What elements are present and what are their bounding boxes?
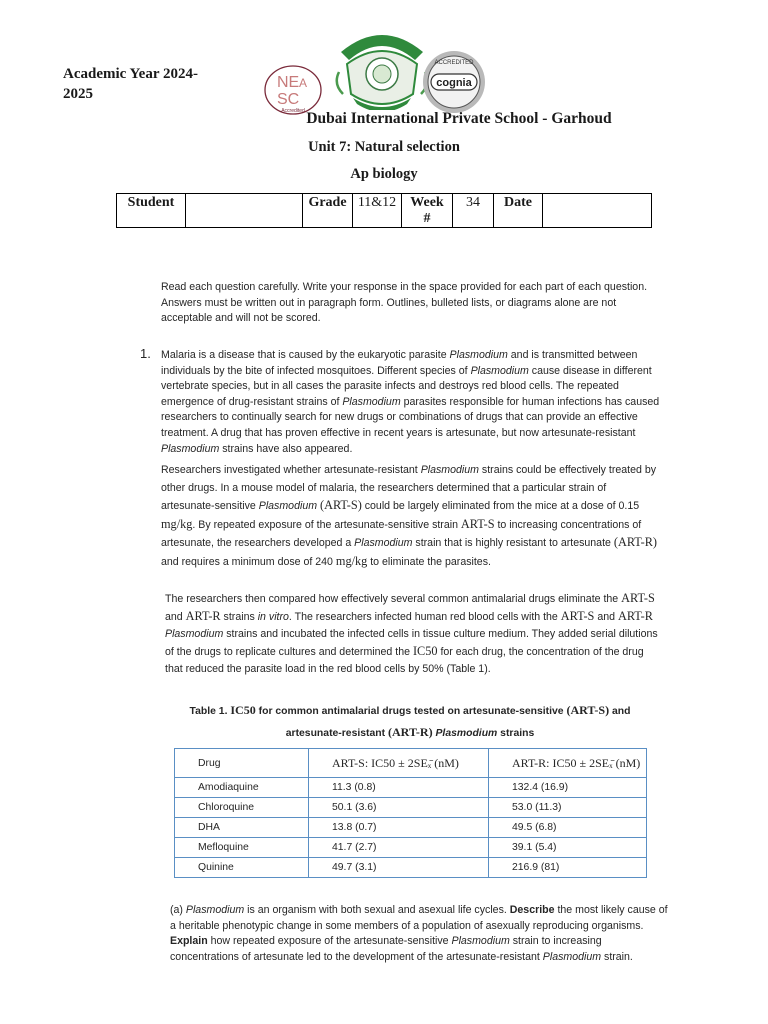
art-s-cell: 41.7 (2.7)	[309, 838, 489, 858]
svg-text:Accredited: Accredited	[281, 108, 305, 114]
instructions: Read each question carefully. Write your response in the space provided for each part of each question. Answers must be written out in paragraph form. Outlines, bulleted lists, or diagrams alone are not acceptable and will not be scored.	[161, 281, 648, 325]
text-run: (ART-S)	[320, 498, 362, 513]
text-run: . By repeated exposure of the artesunate-sensitive strain	[192, 518, 461, 531]
text-run: Plasmodium	[542, 950, 602, 963]
art-r-cell: 39.1 (5.4)	[489, 838, 647, 858]
drug-cell: DHA	[175, 818, 309, 838]
question-paragraph-3	[165, 590, 659, 678]
text-run: Researchers investigated whether artesunate-resistant	[161, 464, 421, 476]
school-name: Dubai International Private School - Garhoud	[306, 110, 612, 127]
text-run: ART-S	[460, 516, 495, 531]
text-run: ART-R	[617, 609, 653, 623]
text-run: mg/kg	[335, 553, 368, 568]
table-row	[175, 818, 647, 838]
text-run: Plasmodium	[258, 500, 318, 513]
text-run: Plasmodium	[470, 364, 529, 377]
text-run: cause disease in different vertebrate species, but in all cases the parasite infects and destroys red blood cells. The repeated emergence of drug-resistant strains of	[161, 364, 652, 408]
question-number: 1.	[140, 346, 151, 361]
text-run: strains	[497, 728, 535, 739]
text-run: strain to increasing concentrations of artesunate led to the development of the artesunate-resistant	[170, 935, 602, 963]
text-run: to eliminate the parasites.	[367, 555, 491, 568]
text-run: for each drug, the concentration of the drug that reduced the parasite load in the red blood cells by 50% (Table 1).	[165, 646, 644, 675]
text-run: and requires a minimum dose of 240	[161, 555, 336, 568]
text-run: is an organism with both sexual and asexual life cycles.	[244, 904, 510, 916]
academic-year: Academic Year 2024-2025	[63, 66, 198, 102]
text-run: and is transmitted between individuals by the bite of infected mosquitoes. Different species of	[161, 349, 638, 377]
text-run: Describe	[509, 904, 555, 916]
text-run: Plasmodium	[449, 349, 508, 361]
date-label: Date	[494, 194, 543, 228]
text-run: and	[594, 611, 618, 623]
text-run: strains	[220, 611, 258, 623]
text-run: IC50	[412, 644, 438, 658]
column-header-art-s: ART-S: IC50 ± 2SEₓ̄ (nM)	[309, 749, 489, 778]
student-info-table	[116, 193, 652, 228]
grade-label: Grade	[303, 194, 353, 228]
text-run: mg/kg	[161, 516, 193, 531]
text-run: could be largely eliminated from the mice at a dose of 0.15	[361, 500, 640, 513]
table-row	[175, 838, 647, 858]
column-header-art-r: ART-R: IC50 ± 2SEₓ̄ (nM)	[489, 749, 647, 778]
text-run: Plasmodium	[342, 395, 401, 408]
text-run: Plasmodium	[354, 537, 413, 550]
drug-cell: Chloroquine	[175, 798, 309, 818]
question-paragraph-2	[161, 462, 661, 572]
text-run: Explain	[170, 935, 208, 947]
art-s-cell: 49.7 (3.1)	[309, 858, 489, 878]
text-run: Plasmodium	[161, 442, 220, 455]
art-s-cell: 13.8 (0.7)	[309, 818, 489, 838]
art-r-cell: 216.9 (81)	[489, 858, 647, 878]
student-label: Student	[117, 194, 186, 228]
svg-text:SC: SC	[277, 91, 300, 108]
text-run: strains have also appeared.	[219, 442, 353, 455]
text-run: strains could be effectively treated by other drugs. In a mouse model of malaria, the researchers determined that a particular strain of artesunate-sensitive	[161, 464, 657, 513]
text-run: ART-S	[621, 591, 655, 605]
text-run: Table 1.	[189, 706, 231, 717]
text-run: in vitro	[257, 611, 289, 623]
text-run: IC50	[230, 703, 256, 717]
text-run: to increasing concentrations of artesunate, the researchers developed a	[161, 518, 642, 550]
text-run: strain that is highly resistant to artesunate	[412, 537, 614, 550]
course-title: Ap biology	[350, 166, 418, 182]
text-run: (ART-R)	[613, 535, 658, 550]
text-run: strain.	[601, 950, 633, 963]
text-run: Plasmodium	[165, 628, 224, 640]
art-s-cell: 50.1 (3.6)	[309, 798, 489, 818]
table-row	[175, 798, 647, 818]
neasc-accredited-logo	[263, 64, 323, 116]
date-field[interactable]	[543, 194, 652, 228]
text-run: and	[165, 611, 186, 623]
question-intro	[161, 348, 661, 457]
text-run: (ART-R)	[387, 725, 433, 739]
column-header-drug: Drug	[175, 749, 309, 778]
text-run: (ART-S)	[566, 703, 610, 717]
table-row	[175, 778, 647, 798]
drug-cell: Mefloquine	[175, 838, 309, 858]
table-caption	[166, 700, 654, 744]
text-run: ART-S	[560, 609, 595, 623]
text-run: Plasmodium	[435, 728, 498, 739]
svg-text:cognia: cognia	[436, 77, 472, 89]
text-run: ART-R	[185, 609, 221, 623]
text-run: Plasmodium	[451, 935, 510, 947]
drug-cell: Amodiaquine	[175, 778, 309, 798]
text-run: . The researchers infected human red blood cells with the	[288, 611, 561, 623]
text-run: Malaria is a disease that is caused by the eukaryotic parasite	[161, 349, 450, 361]
text-run: (a)	[170, 904, 186, 916]
svg-text:NE: NE	[277, 74, 300, 91]
ic50-table	[174, 748, 647, 878]
week-value: 34	[453, 194, 494, 228]
text-run: for common antimalarial drugs tested on artesunate-sensitive	[255, 706, 567, 717]
text-run: the most likely cause of a heritable phenotypic change in some members of a population of asexually reproducing organisms.	[170, 904, 668, 932]
text-run: Plasmodium	[420, 464, 479, 476]
question-part-a	[170, 903, 670, 965]
svg-text:A: A	[299, 76, 308, 90]
art-r-cell: 49.5 (6.8)	[489, 818, 647, 838]
grade-value: 11&12	[353, 194, 402, 228]
student-field[interactable]	[186, 194, 303, 228]
school-crest-logo	[333, 24, 431, 110]
cognia-accredited-seal	[422, 50, 486, 114]
art-r-cell: 132.4 (16.9)	[489, 778, 647, 798]
text-run: and artesunate-resistant	[285, 706, 631, 739]
art-s-cell: 11.3 (0.8)	[309, 778, 489, 798]
svg-text:ACCREDITED: ACCREDITED	[434, 60, 474, 66]
text-run: Plasmodium	[185, 904, 245, 916]
text-run: The researchers then compared how effectively several common antimalarial drugs eliminate the	[165, 593, 622, 605]
text-run: how repeated exposure of the artesunate-sensitive	[207, 935, 452, 947]
drug-cell: Quinine	[175, 858, 309, 878]
art-r-cell: 53.0 (11.3)	[489, 798, 647, 818]
table-row	[175, 858, 647, 878]
text-run: strains and incubated the infected cells in tissue culture medium. They added serial dilutions of the drugs to replicate cultures and determined the	[165, 628, 658, 658]
unit-title: Unit 7: Natural selection	[308, 139, 460, 155]
week-label: Week #	[402, 194, 453, 228]
text-run: parasites responsible for human infections has caused researchers to continually search for new drugs or combinations of drugs that can provide an effective treatment. A drug that has proven effective in recent years is artesunate, but now artesunate-resistant	[161, 395, 660, 439]
